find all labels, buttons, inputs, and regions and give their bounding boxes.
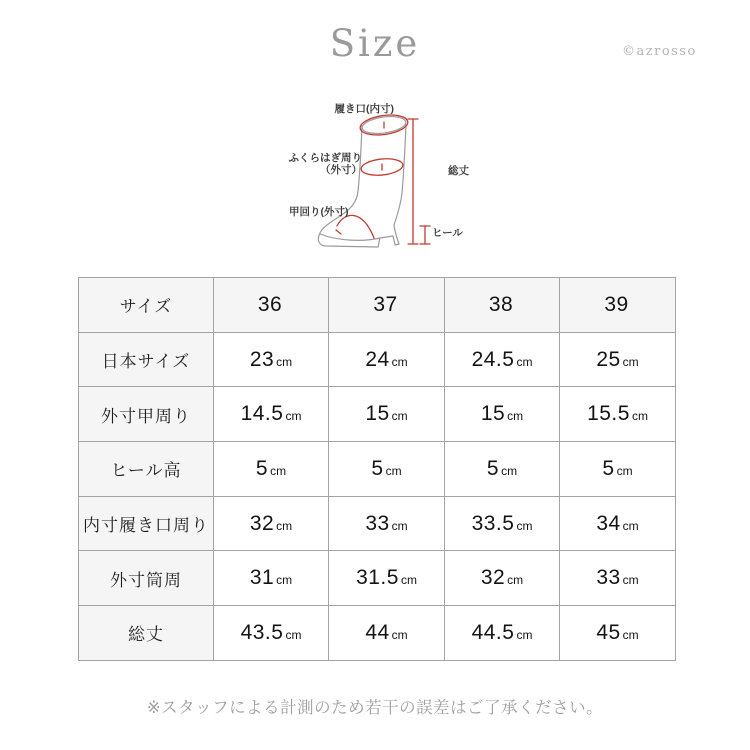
table-cell: 5 cm — [560, 442, 676, 497]
table-cell: 24.5 cm — [445, 332, 560, 387]
label-instep: 甲回り(外寸) — [289, 206, 349, 218]
table-row-total-length — [79, 606, 676, 661]
table-cell: 24 cm — [329, 332, 445, 387]
row-label: 日本サイズ — [79, 332, 214, 387]
boot-measurement-diagram — [0, 0, 750, 270]
table-cell: 43.5 cm — [214, 606, 329, 661]
table-cell: 15 cm — [329, 387, 445, 442]
table-cell: 34 cm — [560, 496, 676, 551]
table-cell: 25 cm — [560, 332, 676, 387]
table-row-instep — [79, 387, 676, 442]
table-cell: 31 cm — [214, 551, 329, 606]
row-label: 外寸筒周 — [79, 551, 214, 606]
table-cell: 32 cm — [214, 496, 329, 551]
table-cell: 44 cm — [329, 606, 445, 661]
table-cell: 33.5 cm — [445, 496, 560, 551]
size-table — [78, 277, 676, 661]
table-cell: 15.5 cm — [560, 387, 676, 442]
table-row-size — [79, 278, 676, 333]
disclaimer-note: ※スタッフによる計測のため若干の誤差はご了承ください。 — [146, 699, 604, 717]
table-cell: 33 cm — [560, 551, 676, 606]
brand-watermark: ©azrosso — [622, 44, 697, 59]
label-heel: ヒール — [432, 227, 463, 239]
label-calf-circumference — [280, 152, 362, 176]
label-calf-line2: （外寸） — [320, 164, 362, 176]
table-cell: 23 cm — [214, 332, 329, 387]
heel-measure-line — [420, 226, 430, 244]
row-label: ヒール高 — [79, 442, 214, 497]
table-cell: 5 cm — [445, 442, 560, 497]
table-cell: 31.5 cm — [329, 551, 445, 606]
row-label: サイズ — [79, 278, 214, 333]
table-cell: 44.5 cm — [445, 606, 560, 661]
table-cell: 38 — [445, 278, 560, 333]
table-cell: 32 cm — [445, 551, 560, 606]
row-label: 外寸甲周り — [79, 387, 214, 442]
table-cell: 5 cm — [329, 442, 445, 497]
table-cell: 45 cm — [560, 606, 676, 661]
table-cell: 5 cm — [214, 442, 329, 497]
row-label: 総丈 — [79, 606, 214, 661]
row-label: 内寸履き口周り — [79, 496, 214, 551]
table-row-shaft-circumference — [79, 551, 676, 606]
table-row-heel-height — [79, 442, 676, 497]
table-cell: 36 — [214, 278, 329, 333]
boot-outline — [318, 114, 406, 247]
table-cell: 33 cm — [329, 496, 445, 551]
table-cell: 15 cm — [445, 387, 560, 442]
label-total-length: 総丈 — [448, 165, 469, 177]
total-length-measure-line — [408, 119, 418, 244]
instep-measure-arc — [337, 215, 374, 238]
label-boot-opening: 履き口(内寸) — [334, 103, 394, 115]
table-cell: 14.5 cm — [214, 387, 329, 442]
table-cell: 37 — [329, 278, 445, 333]
table-row-japan-size — [79, 332, 676, 387]
page-title: Size — [329, 22, 421, 65]
boot-illustration — [278, 95, 478, 265]
table-row-opening-circumference — [79, 496, 676, 551]
label-calf-line1: ふくらはぎ周り — [288, 152, 362, 164]
table-cell: 39 — [560, 278, 676, 333]
